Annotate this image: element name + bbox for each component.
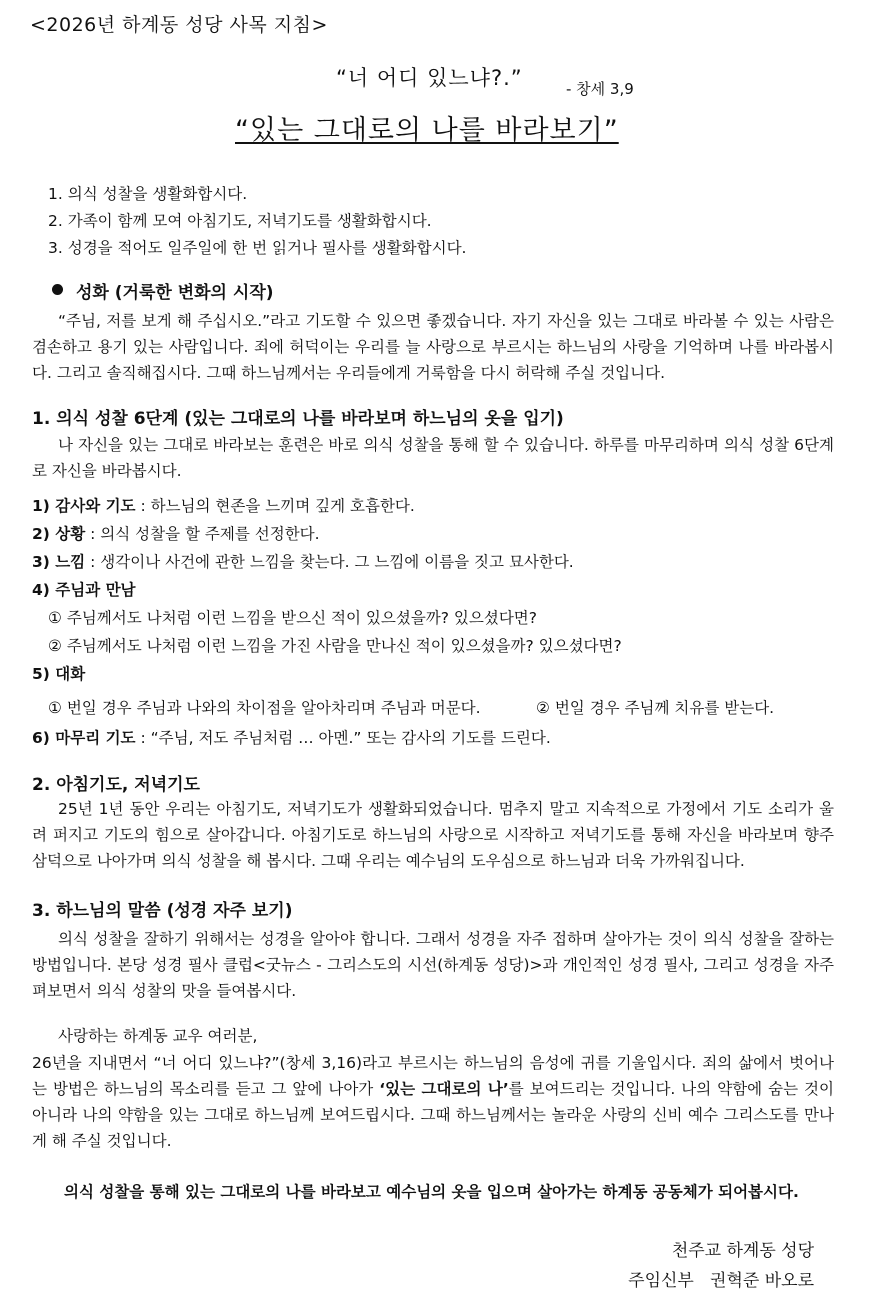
- closing-body-text-a: 26년을 지내면서 “너 어디 있느냐?”(창세 3,16)라고 부르시는 하느님의 음성에 귀를 기울입시다. 죄의 삶에서 벗어나는 방법은 하느님의 목소리를 듣고 그 앞에 나아가: [32, 1054, 834, 1098]
- step-5-label: 5) 대화: [32, 665, 86, 683]
- bullet-icon: [52, 284, 63, 295]
- step-2-label: 2) 상황: [32, 525, 86, 543]
- closing-body: [32, 1050, 834, 1154]
- section1-intro: 나 자신을 있는 그대로 바라보는 훈련은 바로 의식 성찰을 통해 할 수 있습니다. 하루를 마무리하며 의식 성찰 6단계로 자신을 바라봅시다.: [32, 436, 834, 480]
- section3-body: 의식 성찰을 잘하기 위해서는 성경을 알아야 합니다. 그래서 성경을 자주 접하며 살아가는 것이 의식 성찰을 잘하는 방법입니다. 본당 성경 필사 클럽<굿뉴스 - 그리스도의 시선(하계동 성당)>과 개인적인 성경 필사, 그리고 성경을 자주 펴보면서 의식 성찰의 맛을 들여봅시다.: [32, 930, 834, 1000]
- step-3-text: : 생각이나 사건에 관한 느낌을 찾는다. 그 느낌에 이름을 짓고 묘사한다.: [85, 553, 574, 571]
- step-4-item-a: ① 주님께서도 나처럼 이런 느낌을 받으신 적이 있으셨을까? 있으셨다면?: [48, 609, 538, 627]
- signature-name: 주임신부 권혁준 바오로: [628, 1271, 814, 1291]
- goal-1: 1. 의식 성찰을 생활화합시다.: [48, 185, 248, 203]
- section1-heading: 1. 의식 성찰 6단계 (있는 그대로의 나를 바라보며 하느님의 옷을 입기): [32, 409, 564, 429]
- step-5-item-b: ② 번일 경우 주님께 치유를 받는다.: [536, 699, 775, 717]
- step-2: [32, 522, 320, 544]
- goal-2: 2. 가족이 함께 모여 아침기도, 저녁기도를 생활화합시다.: [48, 212, 432, 230]
- closing-greeting: 사랑하는 하계동 교우 여러분,: [58, 1027, 258, 1045]
- main-title: “있는 그대로의 나를 바라보기”: [235, 115, 619, 146]
- motto-reference: - 창세 3,9: [566, 80, 634, 98]
- step-3: [32, 550, 574, 572]
- document-header: <2026년 하계동 성당 사목 지침>: [30, 14, 328, 36]
- goal-3: 3. 성경을 적어도 일주일에 한 번 읽거나 필사를 생활화합시다.: [48, 239, 467, 257]
- closing-body-text-b: 를 보여드리는 것입니다. 나의 약함에 숨는 것이 아니라 나의 약함을 있는 그대로 하느님께 보여드립시다. 그때 하느님께서는 놀라운 사랑의 신비 예수 그리스도를 만나게 해 주실 것입니다.: [32, 1080, 834, 1150]
- step-6: [32, 726, 551, 748]
- step-1-label: 1) 감사와 기도: [32, 497, 136, 515]
- sanctification-body: “주님, 저를 보게 해 주십시오.”라고 기도할 수 있으면 좋겠습니다. 자기 자신을 있는 그대로 바라볼 수 있는 사람은 겸손하고 용기 있는 사람입니다. 죄에 허덕이는 우리를 늘 사랑으로 부르시는 하느님의 사랑을 기억하며 나를 바라봅시다. 그리고 솔직해집시다. 그때 하느님께서는 우리들에게 거룩함을 다시 허락해 주실 것입니다.: [32, 312, 834, 382]
- signature-organization: 천주교 하계동 성당: [671, 1241, 814, 1261]
- section3-heading: 3. 하느님의 말씀 (성경 자주 보기): [32, 901, 293, 921]
- step-1: [32, 494, 415, 516]
- step-6-text: : “주님, 저도 주님처럼 … 아멘.” 또는 감사의 기도를 드린다.: [135, 729, 551, 747]
- motto-quote: “너 어디 있느냐?.”: [336, 66, 523, 90]
- step-3-label: 3) 느낌: [32, 553, 86, 571]
- step-2-text: : 의식 성찰을 할 주제를 선정한다.: [85, 525, 320, 543]
- section2-body: 25년 1년 동안 우리는 아침기도, 저녁기도가 생활화되었습니다. 멈추지 말고 지속적으로 가정에서 기도 소리가 울려 퍼지고 기도의 힘으로 살아갑니다. 아침기도로 하느님의 사랑으로 시작하고 저녁기도를 통해 자신을 바라보며 향주삼덕으로 나아가며 의식 성찰을 해 봅시다. 그때 우리는 예수님의 도우심으로 하느님과 더욱 가까워집니다.: [32, 800, 834, 870]
- section2-heading: 2. 아침기도, 저녁기도: [32, 775, 200, 795]
- step-1-text: : 하느님의 현존을 느끼며 깊게 호흡한다.: [135, 497, 415, 515]
- step-6-label: 6) 마무리 기도: [32, 729, 136, 747]
- step-4-item-b: ② 주님께서도 나처럼 이런 느낌을 가진 사람을 만나신 적이 있으셨을까? 있으셨다면?: [48, 637, 622, 655]
- sanctification-heading: 성화 (거룩한 변화의 시작): [76, 283, 274, 303]
- step-5-item-a: ① 번일 경우 주님과 나와의 차이점을 알아차리며 주님과 머문다.: [48, 699, 481, 717]
- step-4-label: 4) 주님과 만남: [32, 581, 136, 599]
- closing-final-line: 의식 성찰을 통해 있는 그대로의 나를 바라보고 예수님의 옷을 입으며 살아가는 하계동 공동체가 되어봅시다.: [64, 1183, 799, 1201]
- closing-body-emphasis: ‘있는 그대로의 나’: [379, 1080, 509, 1098]
